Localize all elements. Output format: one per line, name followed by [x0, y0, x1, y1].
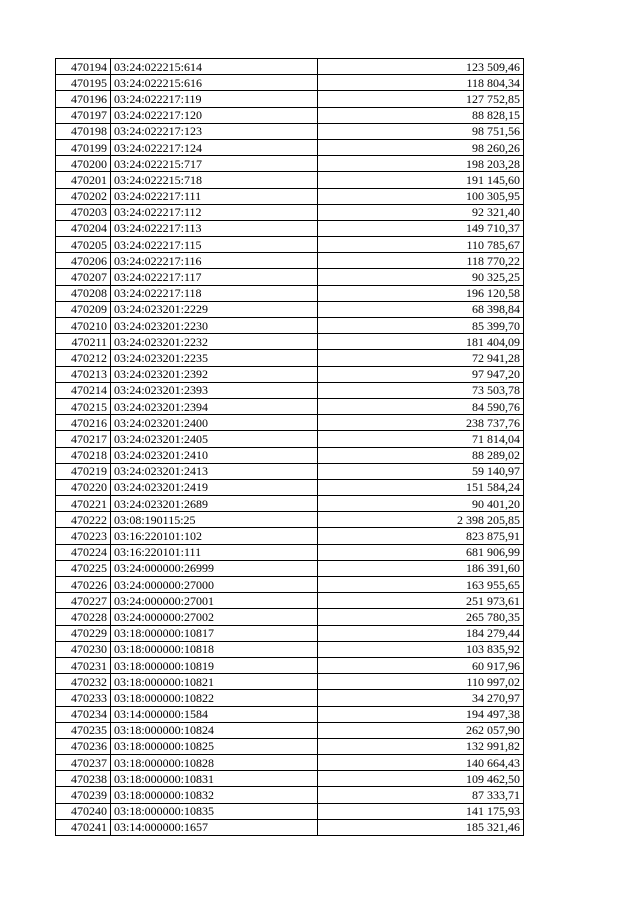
value-cell: 141 175,93	[318, 803, 524, 819]
table-row	[56, 123, 524, 139]
table-row	[56, 269, 524, 285]
value-cell: 186 391,60	[318, 560, 524, 576]
table-row	[56, 431, 524, 447]
row-id-cell: 470210	[56, 318, 111, 334]
row-id-cell: 470220	[56, 479, 111, 495]
cadastral-code-cell: 03:18:000000:10818	[111, 641, 318, 657]
value-cell: 71 814,04	[318, 431, 524, 447]
table-row	[56, 544, 524, 560]
value-cell: 198 203,28	[318, 156, 524, 172]
value-cell: 2 398 205,85	[318, 512, 524, 528]
table-row	[56, 107, 524, 123]
table-row	[56, 204, 524, 220]
value-cell: 92 321,40	[318, 204, 524, 220]
cadastral-code-cell: 03:14:000000:1584	[111, 706, 318, 722]
cadastral-code-cell: 03:24:022217:111	[111, 188, 318, 204]
table-row	[56, 528, 524, 544]
cadastral-code-cell: 03:24:022215:616	[111, 75, 318, 91]
table-row	[56, 512, 524, 528]
value-cell: 87 333,71	[318, 787, 524, 803]
cadastral-code-cell: 03:24:000000:26999	[111, 560, 318, 576]
row-id-cell: 470234	[56, 706, 111, 722]
cadastral-code-cell: 03:18:000000:10817	[111, 625, 318, 641]
table-row	[56, 625, 524, 641]
value-cell: 149 710,37	[318, 220, 524, 236]
row-id-cell: 470232	[56, 674, 111, 690]
table-row	[56, 91, 524, 107]
cadastral-code-cell: 03:24:022217:112	[111, 204, 318, 220]
table-row	[56, 334, 524, 350]
cadastral-code-cell: 03:08:190115:25	[111, 512, 318, 528]
cadastral-code-cell: 03:18:000000:10835	[111, 803, 318, 819]
cadastral-code-cell: 03:24:023201:2405	[111, 431, 318, 447]
value-cell: 194 497,38	[318, 706, 524, 722]
row-id-cell: 470228	[56, 609, 111, 625]
cadastral-code-cell: 03:24:023201:2393	[111, 382, 318, 398]
table-row	[56, 59, 524, 75]
cadastral-code-cell: 03:18:000000:10819	[111, 657, 318, 673]
row-id-cell: 470226	[56, 577, 111, 593]
value-cell: 110 997,02	[318, 674, 524, 690]
value-cell: 59 140,97	[318, 463, 524, 479]
row-id-cell: 470197	[56, 107, 111, 123]
row-id-cell: 470229	[56, 625, 111, 641]
table-row	[56, 172, 524, 188]
row-id-cell: 470239	[56, 787, 111, 803]
value-cell: 118 770,22	[318, 253, 524, 269]
table-row	[56, 738, 524, 754]
row-id-cell: 470212	[56, 350, 111, 366]
table-row	[56, 496, 524, 512]
table-row	[56, 819, 524, 835]
row-id-cell: 470215	[56, 398, 111, 414]
table-row	[56, 220, 524, 236]
value-cell: 109 462,50	[318, 771, 524, 787]
value-cell: 681 906,99	[318, 544, 524, 560]
row-id-cell: 470227	[56, 593, 111, 609]
table-row	[56, 787, 524, 803]
value-cell: 90 325,25	[318, 269, 524, 285]
table-row	[56, 771, 524, 787]
cadastral-code-cell: 03:24:022217:120	[111, 107, 318, 123]
row-id-cell: 470198	[56, 123, 111, 139]
cadastral-code-cell: 03:16:220101:111	[111, 544, 318, 560]
row-id-cell: 470222	[56, 512, 111, 528]
row-id-cell: 470233	[56, 690, 111, 706]
row-id-cell: 470221	[56, 496, 111, 512]
cadastral-code-cell: 03:24:022215:614	[111, 59, 318, 75]
table-row	[56, 75, 524, 91]
value-cell: 98 751,56	[318, 123, 524, 139]
table-row	[56, 755, 524, 771]
row-id-cell: 470213	[56, 366, 111, 382]
value-cell: 85 399,70	[318, 318, 524, 334]
cadastral-code-cell: 03:24:022217:116	[111, 253, 318, 269]
value-cell: 196 120,58	[318, 285, 524, 301]
value-cell: 251 973,61	[318, 593, 524, 609]
table-row	[56, 350, 524, 366]
value-cell: 265 780,35	[318, 609, 524, 625]
value-cell: 140 664,43	[318, 755, 524, 771]
value-cell: 163 955,65	[318, 577, 524, 593]
cadastral-code-cell: 03:24:022215:717	[111, 156, 318, 172]
row-id-cell: 470240	[56, 803, 111, 819]
cadastral-code-cell: 03:18:000000:10828	[111, 755, 318, 771]
cadastral-code-cell: 03:14:000000:1657	[111, 819, 318, 835]
value-cell: 118 804,34	[318, 75, 524, 91]
cadastral-code-cell: 03:18:000000:10822	[111, 690, 318, 706]
cadastral-code-cell: 03:24:023201:2392	[111, 366, 318, 382]
value-cell: 191 145,60	[318, 172, 524, 188]
table-row	[56, 253, 524, 269]
value-cell: 88 828,15	[318, 107, 524, 123]
row-id-cell: 470202	[56, 188, 111, 204]
row-id-cell: 470200	[56, 156, 111, 172]
value-cell: 34 270,97	[318, 690, 524, 706]
cadastral-code-cell: 03:24:023201:2394	[111, 398, 318, 414]
row-id-cell: 470204	[56, 220, 111, 236]
row-id-cell: 470209	[56, 301, 111, 317]
table-row	[56, 285, 524, 301]
row-id-cell: 470194	[56, 59, 111, 75]
table-row	[56, 560, 524, 576]
value-cell: 123 509,46	[318, 59, 524, 75]
table-row	[56, 690, 524, 706]
table-body	[56, 59, 524, 836]
row-id-cell: 470237	[56, 755, 111, 771]
value-cell: 98 260,26	[318, 139, 524, 155]
cadastral-code-cell: 03:18:000000:10825	[111, 738, 318, 754]
value-cell: 151 584,24	[318, 479, 524, 495]
table-row	[56, 301, 524, 317]
value-cell: 185 321,46	[318, 819, 524, 835]
cadastral-code-cell: 03:24:000000:27002	[111, 609, 318, 625]
cadastral-code-cell: 03:24:023201:2419	[111, 479, 318, 495]
row-id-cell: 470207	[56, 269, 111, 285]
cadastral-code-cell: 03:24:022217:119	[111, 91, 318, 107]
row-id-cell: 470231	[56, 657, 111, 673]
cadastral-code-cell: 03:24:023201:2410	[111, 447, 318, 463]
cadastral-code-cell: 03:24:023201:2400	[111, 415, 318, 431]
cadastral-code-cell: 03:24:022217:113	[111, 220, 318, 236]
table-row	[56, 463, 524, 479]
value-cell: 184 279,44	[318, 625, 524, 641]
value-cell: 68 398,84	[318, 301, 524, 317]
cadastral-code-cell: 03:24:023201:2230	[111, 318, 318, 334]
value-cell: 103 835,92	[318, 641, 524, 657]
cadastral-code-cell: 03:24:000000:27001	[111, 593, 318, 609]
table-row	[56, 139, 524, 155]
value-cell: 238 737,76	[318, 415, 524, 431]
row-id-cell: 470218	[56, 447, 111, 463]
value-cell: 60 917,96	[318, 657, 524, 673]
value-cell: 127 752,85	[318, 91, 524, 107]
cadastral-code-cell: 03:24:022217:115	[111, 237, 318, 253]
table-row	[56, 382, 524, 398]
row-id-cell: 470214	[56, 382, 111, 398]
row-id-cell: 470235	[56, 722, 111, 738]
cadastral-code-cell: 03:18:000000:10821	[111, 674, 318, 690]
row-id-cell: 470224	[56, 544, 111, 560]
row-id-cell: 470219	[56, 463, 111, 479]
value-cell: 73 503,78	[318, 382, 524, 398]
row-id-cell: 470203	[56, 204, 111, 220]
row-id-cell: 470196	[56, 91, 111, 107]
row-id-cell: 470211	[56, 334, 111, 350]
row-id-cell: 470199	[56, 139, 111, 155]
table-row	[56, 803, 524, 819]
table-row	[56, 366, 524, 382]
table-row	[56, 674, 524, 690]
row-id-cell: 470206	[56, 253, 111, 269]
cadastral-code-cell: 03:24:023201:2413	[111, 463, 318, 479]
table-row	[56, 657, 524, 673]
value-cell: 100 305,95	[318, 188, 524, 204]
data-table	[55, 58, 524, 836]
cadastral-code-cell: 03:24:000000:27000	[111, 577, 318, 593]
table-row	[56, 577, 524, 593]
value-cell: 110 785,67	[318, 237, 524, 253]
value-cell: 88 289,02	[318, 447, 524, 463]
table-row	[56, 156, 524, 172]
value-cell: 84 590,76	[318, 398, 524, 414]
row-id-cell: 470236	[56, 738, 111, 754]
value-cell: 181 404,09	[318, 334, 524, 350]
cadastral-code-cell: 03:24:022217:117	[111, 269, 318, 285]
row-id-cell: 470241	[56, 819, 111, 835]
value-cell: 132 991,82	[318, 738, 524, 754]
cadastral-code-cell: 03:24:022215:718	[111, 172, 318, 188]
cadastral-code-cell: 03:18:000000:10832	[111, 787, 318, 803]
cadastral-code-cell: 03:24:023201:2229	[111, 301, 318, 317]
table-row	[56, 415, 524, 431]
table-row	[56, 593, 524, 609]
row-id-cell: 470201	[56, 172, 111, 188]
table-row	[56, 641, 524, 657]
cadastral-code-cell: 03:16:220101:102	[111, 528, 318, 544]
value-cell: 72 941,28	[318, 350, 524, 366]
table-row	[56, 609, 524, 625]
row-id-cell: 470238	[56, 771, 111, 787]
value-cell: 97 947,20	[318, 366, 524, 382]
row-id-cell: 470217	[56, 431, 111, 447]
row-id-cell: 470195	[56, 75, 111, 91]
cadastral-code-cell: 03:24:022217:118	[111, 285, 318, 301]
table-row	[56, 318, 524, 334]
cadastral-code-cell: 03:24:022217:124	[111, 139, 318, 155]
table-row	[56, 188, 524, 204]
cadastral-code-cell: 03:18:000000:10824	[111, 722, 318, 738]
value-cell: 823 875,91	[318, 528, 524, 544]
cadastral-code-cell: 03:24:023201:2235	[111, 350, 318, 366]
value-cell: 90 401,20	[318, 496, 524, 512]
row-id-cell: 470223	[56, 528, 111, 544]
table-row	[56, 479, 524, 495]
table-row	[56, 706, 524, 722]
table-row	[56, 447, 524, 463]
cadastral-code-cell: 03:18:000000:10831	[111, 771, 318, 787]
table-row	[56, 237, 524, 253]
row-id-cell: 470230	[56, 641, 111, 657]
row-id-cell: 470216	[56, 415, 111, 431]
row-id-cell: 470225	[56, 560, 111, 576]
table-row	[56, 398, 524, 414]
cadastral-code-cell: 03:24:023201:2689	[111, 496, 318, 512]
cadastral-code-cell: 03:24:023201:2232	[111, 334, 318, 350]
cadastral-code-cell: 03:24:022217:123	[111, 123, 318, 139]
table-row	[56, 722, 524, 738]
row-id-cell: 470208	[56, 285, 111, 301]
row-id-cell: 470205	[56, 237, 111, 253]
value-cell: 262 057,90	[318, 722, 524, 738]
